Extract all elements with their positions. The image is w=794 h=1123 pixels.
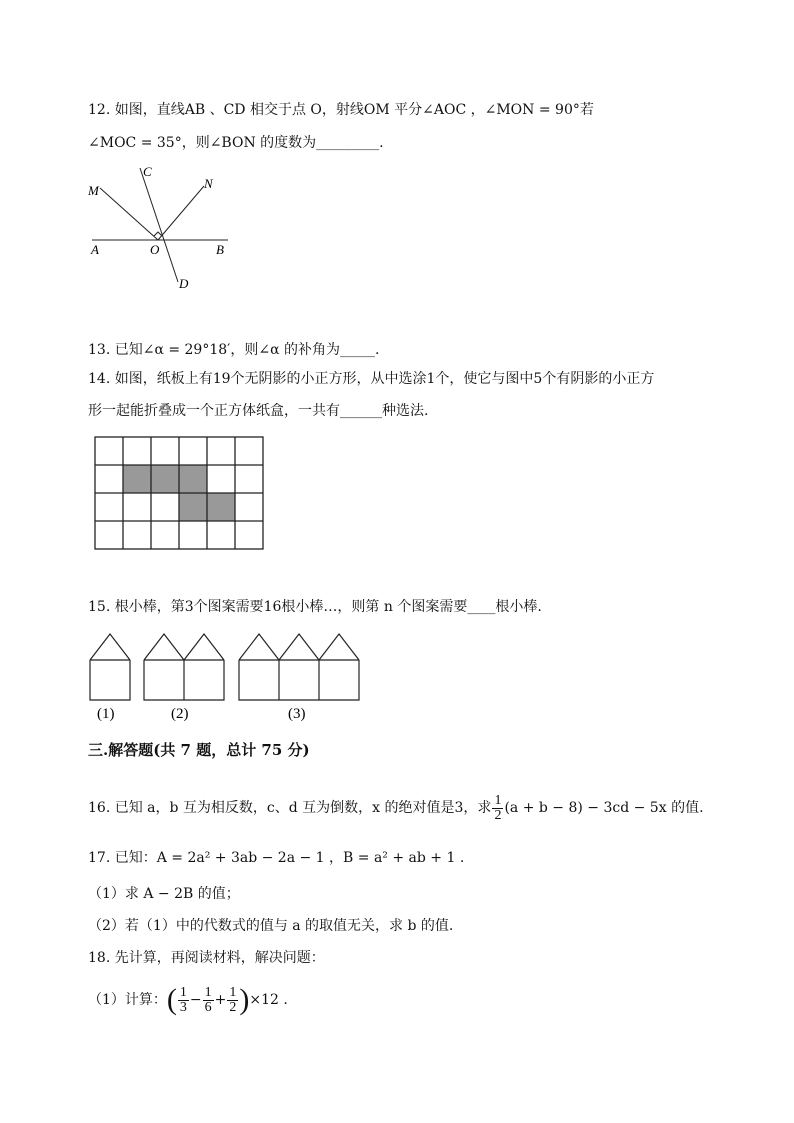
frac-denominator: 2: [229, 999, 237, 1015]
q18-tail: ×12 .: [249, 992, 288, 1008]
open-paren: (: [166, 983, 177, 1016]
right-angle-mark: [154, 232, 162, 236]
fig-label-2: (2): [171, 706, 189, 722]
op-plus: +: [214, 992, 227, 1008]
shaded-cell: [179, 493, 207, 521]
fraction-1: [178, 986, 189, 1015]
q14-grid-figure: [93, 435, 268, 553]
q12-angle-figure: [80, 160, 240, 295]
op-minus: −: [189, 992, 202, 1008]
fig-label-1: (1): [97, 706, 115, 722]
frac-numerator: 1: [229, 984, 237, 1000]
shaded-cell: [179, 465, 207, 493]
q12-line2: ∠MOC = 35°，则∠BON 的度数为_________.: [88, 135, 384, 151]
frac-denominator: 6: [204, 999, 212, 1015]
frac-numerator: 1: [204, 984, 212, 1000]
shaded-cell: [207, 493, 235, 521]
label-o: O: [150, 242, 160, 257]
label-b: B: [216, 242, 224, 257]
q16-text-a: 16. 已知 a，b 互为相反数，c、d 互为倒数，x 的绝对值是3，求: [88, 800, 492, 816]
close-paren: ): [239, 983, 250, 1016]
q17-line3: （2）若（1）中的代数式的值与 a 的取值无关，求 b 的值.: [88, 918, 454, 934]
label-m: M: [88, 183, 99, 198]
q12-line1: 12. 如图，直线AB 、CD 相交于点 O，射线OM 平分∠AOC ，∠MON = 90°若: [88, 102, 594, 118]
label-d: D: [179, 276, 189, 291]
q18-calc-prefix: （1）计算：: [88, 992, 167, 1008]
frac-denominator: 2: [494, 807, 502, 823]
frac-denominator: 3: [179, 999, 187, 1015]
section-heading: 三.解答题(共 7 题，总计 75 分): [88, 741, 310, 759]
label-c: C: [143, 164, 152, 179]
q16-fraction: [492, 794, 503, 823]
q17-line2: （1）求 A − 2B 的值；: [88, 886, 240, 902]
q18-calc: [88, 980, 288, 1020]
q15-text: 15. 根小棒，第3个图案需要16根小棒…，则第 n 个图案需要____根小棒.: [88, 599, 542, 615]
frac-numerator: 1: [179, 984, 187, 1000]
shaded-cell: [123, 465, 151, 493]
fig-label-3: (3): [288, 706, 306, 722]
ray-on: [158, 186, 204, 240]
q16-line: [88, 791, 704, 825]
q18-line1: 18. 先计算，再阅读材料，解决问题：: [88, 950, 325, 966]
q14-line1: 14. 如图，纸板上有19个无阴影的小正方形，从中选涂1个，使它与图中5个有阴影的小正方: [88, 371, 655, 387]
fraction-2: [203, 986, 214, 1015]
q15-house-figure: [86, 628, 371, 726]
q14-line2: 形一起能折叠成一个正方体纸盒，一共有______种选法.: [88, 403, 429, 419]
label-n: N: [204, 176, 213, 191]
q13-text: 13. 已知∠α = 29°18′，则∠α 的补角为_____.: [88, 342, 380, 358]
frac-numerator: 1: [494, 792, 502, 808]
label-a: A: [91, 242, 99, 257]
fraction-3: [227, 986, 238, 1015]
q16-text-b: (a + b − 8) − 3cd − 5x 的值.: [504, 800, 704, 816]
line-cd: [140, 168, 178, 282]
shaded-cell: [151, 465, 179, 493]
q17-line1: 17. 已知：A = 2a² + 3ab − 2a − 1 ，B = a² + ab + 1 .: [88, 850, 465, 866]
